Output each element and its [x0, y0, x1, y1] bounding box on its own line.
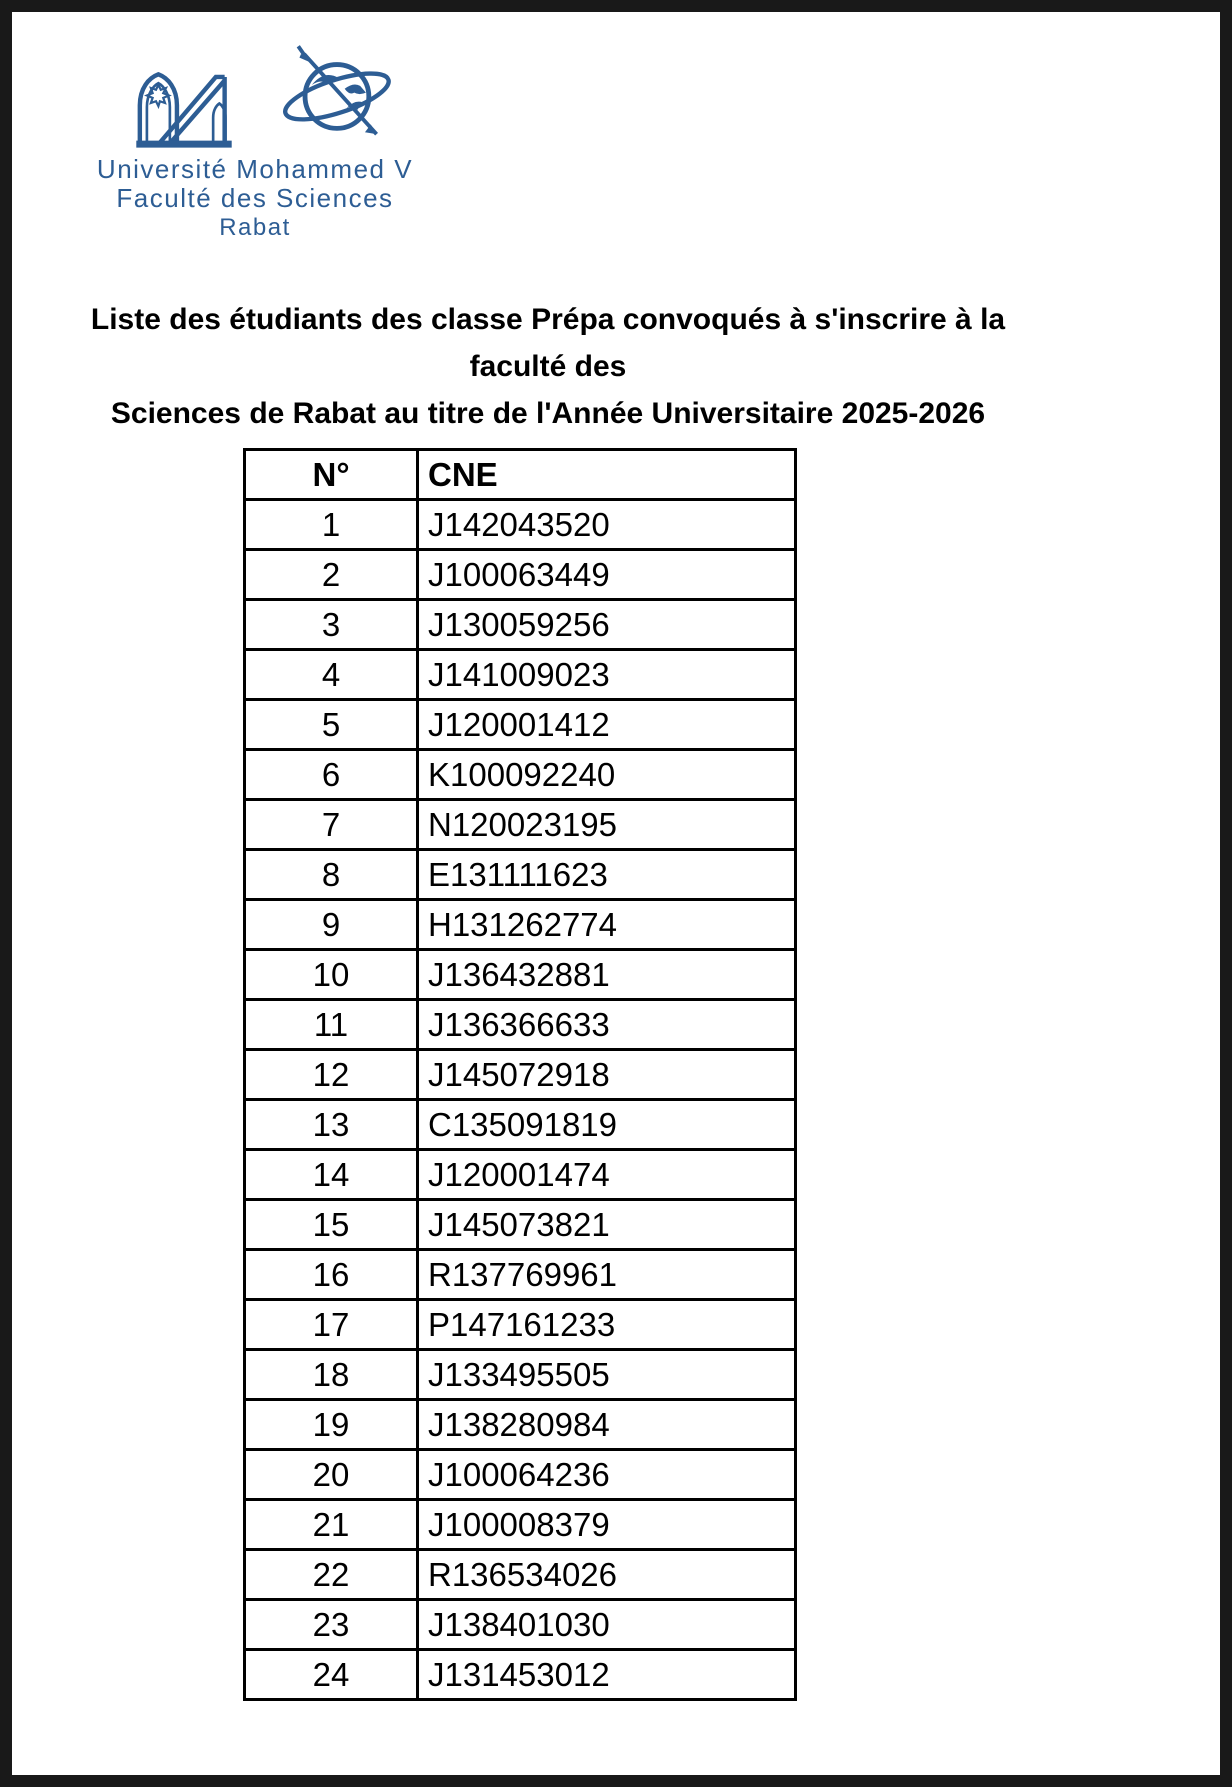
row-number-cell: 12 [245, 1050, 418, 1100]
table-row [245, 700, 796, 750]
row-number-cell: 3 [245, 600, 418, 650]
row-number-cell: 2 [245, 550, 418, 600]
table-row [245, 850, 796, 900]
row-number-cell: 14 [245, 1150, 418, 1200]
row-cne-cell: J138280984 [418, 1400, 796, 1450]
row-cne-cell: J120001474 [418, 1150, 796, 1200]
header-cne: CNE [418, 450, 796, 500]
row-cne-cell: R137769961 [418, 1250, 796, 1300]
row-cne-cell: J130059256 [418, 600, 796, 650]
row-cne-cell: K100092240 [418, 750, 796, 800]
logo-faculty-name: Faculté des Sciences [116, 183, 394, 213]
row-number-cell: 24 [245, 1650, 418, 1700]
row-cne-cell: J142043520 [418, 500, 796, 550]
row-cne-cell: J136366633 [418, 1000, 796, 1050]
arch-emblem-icon [131, 62, 237, 152]
row-number-cell: 15 [245, 1200, 418, 1250]
table-row [245, 1400, 796, 1450]
page-title [48, 296, 1048, 437]
row-cne-cell: J100063449 [418, 550, 796, 600]
university-logo [60, 40, 450, 242]
row-cne-cell: J145072918 [418, 1050, 796, 1100]
table-row [245, 1250, 796, 1300]
table-row [245, 650, 796, 700]
table-row [245, 800, 796, 850]
table-row [245, 1000, 796, 1050]
table-header-row [245, 450, 796, 500]
header-number: N° [245, 450, 418, 500]
table-row [245, 600, 796, 650]
row-number-cell: 21 [245, 1500, 418, 1550]
row-cne-cell: J100064236 [418, 1450, 796, 1500]
students-table [243, 448, 797, 1701]
row-cne-cell: J136432881 [418, 950, 796, 1000]
row-number-cell: 18 [245, 1350, 418, 1400]
row-number-cell: 6 [245, 750, 418, 800]
row-cne-cell: J120001412 [418, 700, 796, 750]
logo-emblems [60, 40, 450, 152]
row-number-cell: 19 [245, 1400, 418, 1450]
row-cne-cell: C135091819 [418, 1100, 796, 1150]
row-number-cell: 10 [245, 950, 418, 1000]
table-row [245, 1100, 796, 1150]
row-number-cell: 13 [245, 1100, 418, 1150]
row-number-cell: 5 [245, 700, 418, 750]
table-row [245, 1450, 796, 1500]
row-cne-cell: J145073821 [418, 1200, 796, 1250]
page-title-line1: Liste des étudiants des classe Prépa convoqués à s'inscrire à la faculté des [90, 303, 1006, 383]
row-cne-cell: J138401030 [418, 1600, 796, 1650]
row-number-cell: 1 [245, 500, 418, 550]
row-cne-cell: E131111623 [418, 850, 796, 900]
row-cne-cell: N120023195 [418, 800, 796, 850]
table-row [245, 1550, 796, 1600]
table-row [245, 900, 796, 950]
row-cne-cell: P147161233 [418, 1300, 796, 1350]
logo-city: Rabat [219, 214, 291, 241]
table-row [245, 950, 796, 1000]
row-cne-cell: H131262774 [418, 900, 796, 950]
logo-university-name: Université Mohammed V [96, 154, 414, 184]
row-cne-cell: J133495505 [418, 1350, 796, 1400]
row-number-cell: 17 [245, 1300, 418, 1350]
row-number-cell: 9 [245, 900, 418, 950]
table-row [245, 1650, 796, 1700]
row-number-cell: 20 [245, 1450, 418, 1500]
row-cne-cell: J100008379 [418, 1500, 796, 1550]
table-row [245, 1350, 796, 1400]
row-number-cell: 7 [245, 800, 418, 850]
page-title-line2: Sciences de Rabat au titre de l'Année Universitaire 2025-2026 [110, 397, 986, 430]
row-number-cell: 16 [245, 1250, 418, 1300]
table-row [245, 1300, 796, 1350]
table-row [245, 1600, 796, 1650]
table-row [245, 1500, 796, 1550]
row-cne-cell: R136534026 [418, 1550, 796, 1600]
table-row [245, 1150, 796, 1200]
row-number-cell: 22 [245, 1550, 418, 1600]
table-row [245, 550, 796, 600]
students-table-body [245, 500, 796, 1700]
row-cne-cell: J141009023 [418, 650, 796, 700]
row-cne-cell: J131453012 [418, 1650, 796, 1700]
row-number-cell: 11 [245, 1000, 418, 1050]
row-number-cell: 23 [245, 1600, 418, 1650]
globe-orbit-emblem-icon [277, 40, 393, 152]
row-number-cell: 8 [245, 850, 418, 900]
logo-text [60, 155, 450, 242]
table-row [245, 750, 796, 800]
table-row [245, 500, 796, 550]
table-row [245, 1200, 796, 1250]
table-row [245, 1050, 796, 1100]
row-number-cell: 4 [245, 650, 418, 700]
